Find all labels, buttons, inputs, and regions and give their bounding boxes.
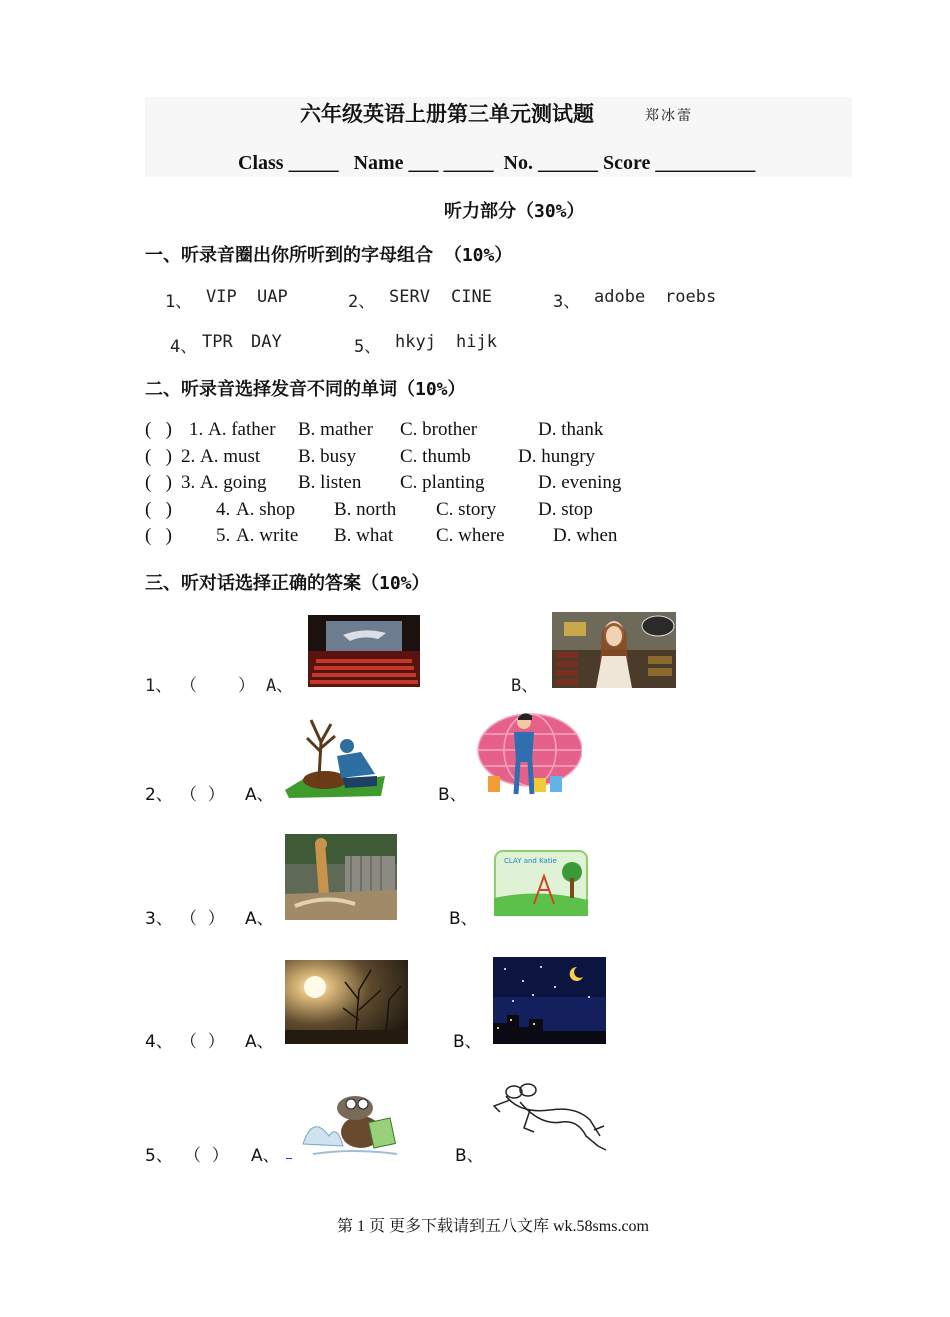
option-a-label: A、 [266,676,294,696]
option: SERV [389,287,430,307]
option: UAP [257,287,288,307]
option-b: B. mather [298,419,373,440]
item-number: 4、 [170,337,198,357]
question-number: 4. [216,499,231,520]
item-number: 1、 [145,676,173,696]
option-c: C. thumb [400,446,471,467]
item-number: 3、 [553,292,581,312]
library-woman-picture [552,612,676,688]
option-a-label: A、 [245,785,274,805]
page-footer: 第 1 页 更多下载请到五八文库 wk.58sms.com [337,1218,650,1235]
question-number: 2. [181,446,196,467]
section3-heading: 三、听对话选择正确的答案（10%） [145,573,430,594]
option-b-label: B、 [455,1146,484,1166]
answer-paren: （ ） [180,1032,225,1052]
option: hkyj [395,332,436,352]
cinema-photo [308,615,420,687]
option-d: D. when [553,525,618,546]
option-d: D. evening [538,472,622,493]
option-b-label: B、 [438,785,467,805]
option-d: D. stop [538,499,593,520]
option-c: C. where [436,525,505,546]
option-b: B. what [334,525,394,546]
svg-text:CLAY and Katie: CLAY and Katie [504,857,557,865]
author-name: 郑冰蕾 [645,108,693,124]
answer-paren: （ ） [180,909,225,929]
option-b-label: B、 [449,909,478,929]
option-b: B. listen [298,472,362,493]
option-b: B. busy [298,446,357,467]
item-number: 4、 [145,1032,173,1052]
option: roebs [665,287,717,307]
option-a: A. going [200,472,267,493]
option-b-label: B、 [453,1032,482,1052]
shopping-woman-clipart [474,710,582,798]
option-a-label: A、 [245,1032,274,1052]
option-c: C. planting [400,472,485,493]
answer-paren: （ ） [180,785,225,805]
jumping-frog-sketch [490,1080,608,1158]
option-a: A. write [236,525,299,546]
answer-paren: ( ) [145,472,172,493]
answer-paren: ( ) [145,525,172,546]
option-a-label: A、 [251,1146,280,1166]
option-d: D. thank [538,419,604,440]
answer-paren: ( ) [145,446,172,467]
option: adobe [594,287,646,307]
section2-heading: 二、听录音选择发音不同的单词（10%） [145,379,466,400]
zoo-giraffe-photo [285,834,397,920]
option: TPR [202,332,233,352]
item-number: 3、 [145,909,173,929]
answer-paren: ( ) [145,419,172,440]
student-info-line: Class _____ Name ___ _____ No. ______ Score __________ [238,152,756,174]
item-number: 1、 [165,292,193,312]
reading-frog-clipart [293,1084,403,1160]
page-title: 六年级英语上册第三单元测试题 [300,102,594,126]
answer-paren: （ ） [180,676,255,696]
option: hijk [456,332,497,352]
night-city-picture [493,957,606,1044]
park-book-cover [494,850,588,916]
question-number: 1. [189,419,204,440]
answer-paren: ( ) [145,499,172,520]
item-number: 2、 [145,785,173,805]
option-a: A. must [200,446,261,467]
listening-section-title: 听力部分（30%） [444,201,585,222]
question-number: 5. [216,525,231,546]
planting-tree-clipart [285,712,387,798]
sunset-photo [285,960,408,1044]
option-b-label: B、 [511,676,539,696]
item-number: 5、 [145,1146,173,1166]
item-number: 2、 [348,292,376,312]
item-number: 5、 [354,337,382,357]
option: CINE [451,287,492,307]
option-c: C. story [436,499,497,520]
option-a: A. shop [236,499,296,520]
option-c: C. brother [400,419,478,440]
option-b: B. north [334,499,397,520]
option-d: D. hungry [518,446,596,467]
section1-heading: 一、听录音圈出你所听到的字母组合 （10%） [145,245,513,266]
option: DAY [251,332,282,352]
option-a: A. father [208,419,276,440]
option: VIP [206,287,237,307]
question-number: 3. [181,472,196,493]
answer-paren: （ ） [184,1146,229,1166]
link-underline [286,1158,292,1159]
option-a-label: A、 [245,909,274,929]
